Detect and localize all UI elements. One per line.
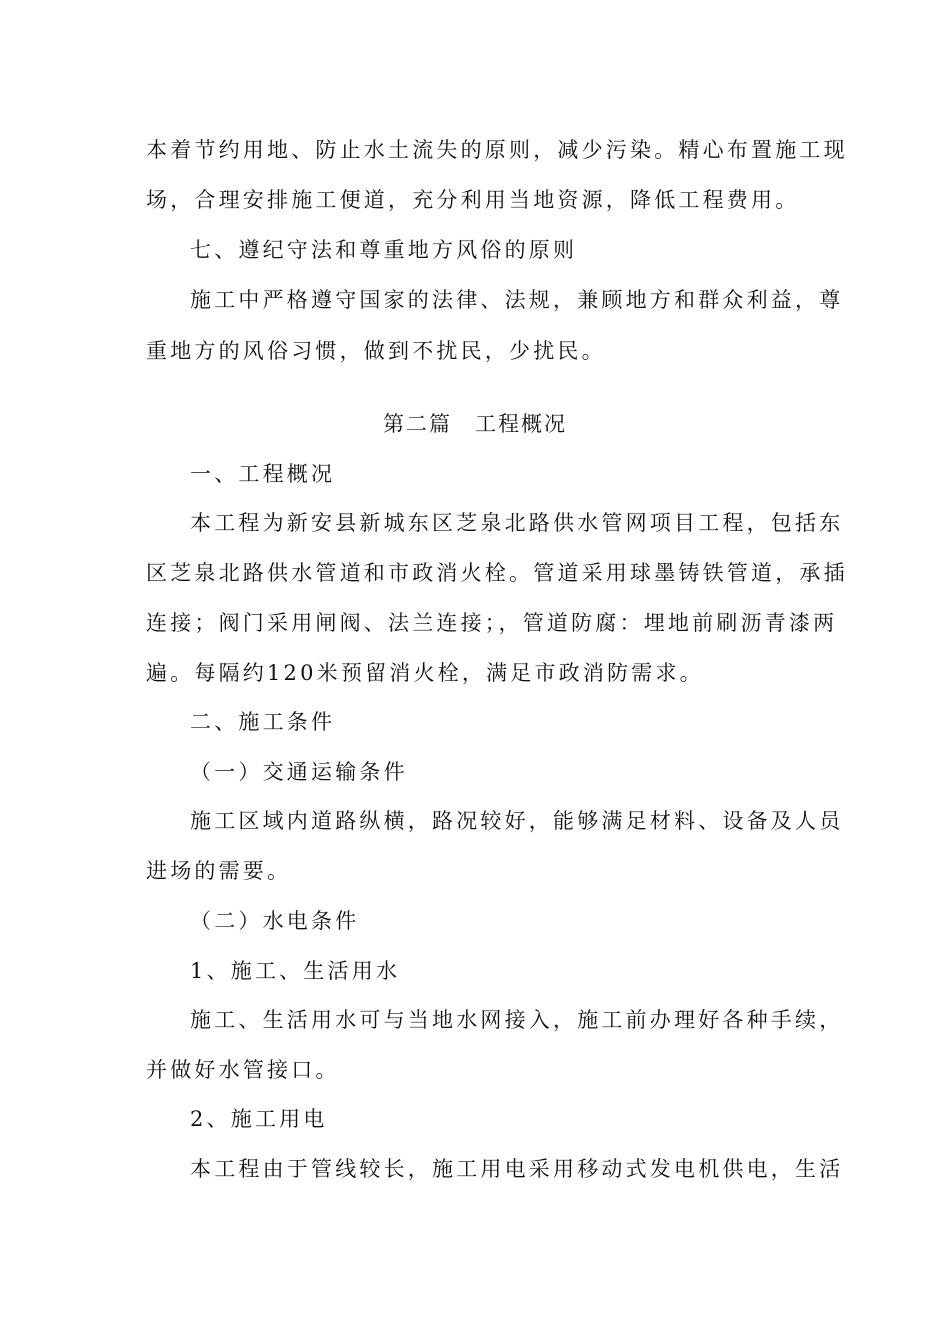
body-text-line: 区芝泉北路供水管道和市政消火栓。管道采用球墨铸铁管道，承插 — [146, 561, 848, 585]
section-heading: 二、施工条件 — [190, 710, 336, 734]
body-text-line: 本工程为新安县新城东区芝泉北路供水管网项目工程，包括东 — [190, 511, 844, 535]
section-heading: 七、遵纪守法和尊重地方风俗的原则 — [190, 238, 578, 262]
body-text-line: 并做好水管接口。 — [146, 1058, 340, 1082]
body-text-line: 施工中严格遵守国家的法律、法规，兼顾地方和群众利益，尊 — [190, 288, 844, 312]
body-text-line: 连接；阀门采用闸阀、法兰连接；，管道防腐：埋地前刷沥青漆两 — [146, 611, 838, 635]
item-heading: 1、施工、生活用水 — [190, 959, 401, 983]
body-text-line: 施工区域内道路纵横，路况较好，能够满足材料、设备及人员 — [190, 809, 844, 833]
body-text-line: 遍。每隔约120米预留消火栓，满足市政消防需求。 — [146, 661, 704, 685]
chapter-title: 第二篇 工程概况 — [383, 412, 567, 436]
body-text-line: 施工、生活用水可与当地水网接入，施工前办理好各种手续， — [190, 1008, 844, 1032]
section-heading: 一、工程概况 — [190, 462, 336, 486]
body-text-line: 重地方的风俗习惯，做到不扰民，少扰民。 — [146, 339, 606, 363]
body-text-line: 进场的需要。 — [146, 859, 292, 883]
subsection-heading: （一）交通运输条件 — [190, 760, 408, 784]
subsection-heading: （二）水电条件 — [190, 909, 360, 933]
body-text-line: 场，合理安排施工便道，充分利用当地资源，降低工程费用。 — [146, 188, 800, 212]
body-text-line: 本着节约用地、防止水土流失的原则，减少污染。精心布置施工现 — [146, 138, 848, 162]
item-heading: 2、施工用电 — [190, 1107, 328, 1131]
body-text-line: 本工程由于管线较长，施工用电采用移动式发电机供电，生活 — [190, 1157, 844, 1181]
